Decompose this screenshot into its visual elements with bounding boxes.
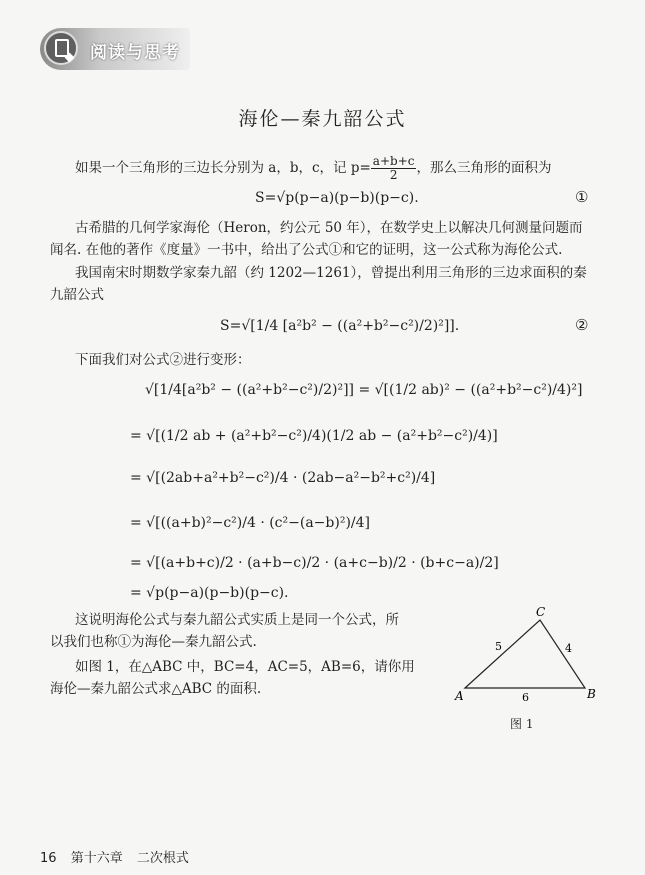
- formula-number-2: ②: [575, 316, 589, 334]
- section-banner: [40, 28, 190, 70]
- vertex-a-label: A: [455, 689, 464, 703]
- derivation-step-1: √[1/4[a²b² − ((a²+b²−c²)/2)²]] = √[(1/2 ab)² − ((a²+b²−c²)/4)²]: [145, 382, 583, 398]
- heron-paragraph-line-1: 古希腊的几何学家海伦（Heron，约公元 50 年），在数学史上以解决几何测量问题而: [75, 220, 583, 236]
- qin-paragraph-line-1: 我国南宋时期数学家秦九韶（约 1202—1261），曾提出利用三角形的三边求面积的秦: [75, 265, 587, 281]
- intro-paragraph: [75, 155, 551, 182]
- vertex-c-label: C: [536, 605, 546, 619]
- p-fraction: [371, 155, 417, 182]
- page-number: 16: [40, 851, 57, 866]
- triangle-figure: [450, 600, 610, 710]
- side-bc-label: 4: [565, 642, 572, 655]
- qin-formula: S=√[1/4 [a²b² − ((a²+b²−c²)/2)²]].: [220, 318, 460, 334]
- chapter-label: 第十六章: [70, 851, 123, 866]
- intro-text-after: ，那么三角形的面积为: [416, 160, 552, 176]
- p-fraction-denominator: 2: [389, 168, 398, 182]
- figure-caption: 图 1: [510, 717, 534, 731]
- derivation-step-5: = √[(a+b+c)/2 · (a+b−c)/2 · (a+c−b)/2 · (b+c−a)/2]: [130, 555, 499, 571]
- banner-label: 阅读与思考: [90, 43, 180, 63]
- transform-intro: 下面我们对公式②进行变形：: [75, 352, 251, 368]
- heron-paragraph-line-2: 闻名. 在他的著作《度量》一书中，给出了公式①和它的证明，这一公式称为海伦公式.: [50, 242, 563, 258]
- formula-number-1: ①: [575, 188, 589, 206]
- derivation-step-6: = √p(p−a)(p−b)(p−c).: [130, 585, 289, 601]
- heron-formula: S=√p(p−a)(p−b)(p−c).: [255, 190, 419, 206]
- intro-text-before: 如果一个三角形的三边长分别为 a，b，c，记 p=: [75, 160, 371, 176]
- exercise-line-1: 如图 1，在△ABC 中，BC=4，AC=5，AB=6，请你用: [75, 659, 415, 675]
- section-label: 二次根式: [136, 851, 189, 866]
- question-book-icon: [44, 31, 78, 65]
- exercise-line-2: 海伦—秦九韶公式求△ABC 的面积.: [50, 681, 262, 697]
- side-ab-label: 6: [522, 691, 529, 704]
- side-ac-label: 5: [495, 640, 502, 653]
- derivation-step-2: = √[(1/2 ab + (a²+b²−c²)/4)(1/2 ab − (a²+b²−c²)/4)]: [130, 428, 498, 444]
- page-title: 海伦—秦九韶公式: [238, 108, 407, 130]
- conclusion-line-2: 以我们也称①为海伦—秦九韶公式.: [50, 634, 257, 650]
- qin-paragraph-line-2: 九韶公式: [50, 287, 104, 303]
- vertex-b-label: B: [587, 687, 596, 701]
- conclusion-line-1: 这说明海伦公式与秦九韶公式实质上是同一个公式，所: [75, 612, 399, 628]
- p-fraction-numerator: a+b+c: [372, 154, 415, 168]
- derivation-step-3: = √[(2ab+a²+b²−c²)/4 · (2ab−a²−b²+c²)/4]: [130, 470, 436, 486]
- derivation-step-4: = √[((a+b)²−c²)/4 · (c²−(a−b)²)/4]: [130, 515, 370, 531]
- page-footer: [40, 847, 199, 866]
